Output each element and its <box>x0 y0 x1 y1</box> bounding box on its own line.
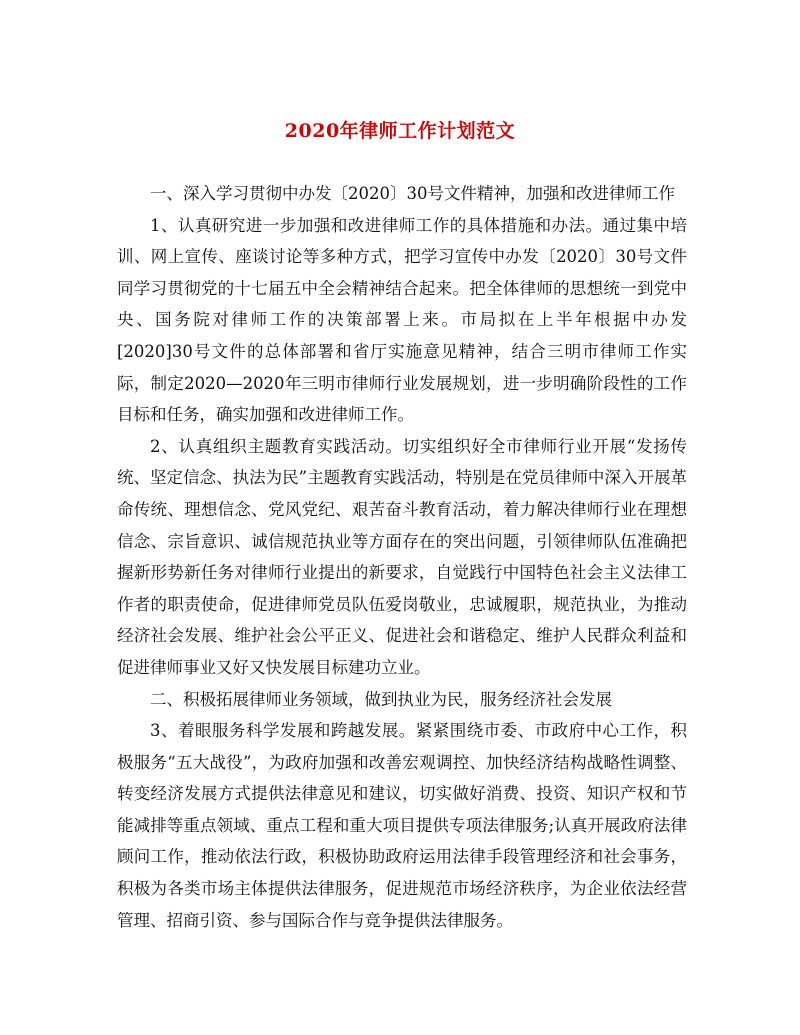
section-heading-1: 一、深入学习贯彻中办发〔2020〕30号文件精神，加强和改进律师工作 <box>150 184 675 203</box>
section-heading-2: 二、积极拓展律师业务领域，做到执业为民，服务经济社会发展 <box>150 689 612 709</box>
document-title: 2020年律师工作计划范文 <box>284 120 516 142</box>
paragraph-item-1: 1、认真研究进一步加强和改进律师工作的具体措施和办法。通过集中培训、网上宣传、座谈讨论等多种方式，把学习宣传中办发〔2020〕30号文件同学习贯彻党的十七届五中全会精神结合起来。把全体律师的思想统一到党中央、国务院对律师工作的决策部署上来。市局拟在上半年根据中办发[2020]30号文件的总体部署和省厅实施意见精神，结合三明市律师工作实际，制定2020—2020年三明市律师行业发展规划，进一步明确阶段性的工作目标和任务，确实加强和改进律师工作。 <box>117 215 687 425</box>
paragraph-item-3: 3、着眼服务科学发展和跨越发展。紧紧围绕市委、市政府中心工作，积极服务“五大战役”，为政府加强和改善宏观调控、加快经济结构战略性调整、转变经济发展方式提供法律意见和建议，切实做好消费、投资、知识产权和节能减排等重点领域、重点工程和重大项目提供专项法律服务;认真开展政府法律顾问工作，推动依法行政，积极协助政府运用法律手段管理经济和社会事务，积极为各类市场主体提供法律服务，促进规范市场经济秩序，为企业依法经营管理、招商引资、参与国际合作与竞争提供法律服务。 <box>117 721 687 930</box>
paragraph-item-2: 2、认真组织主题教育实践活动。切实组织好全市律师行业开展“发扬传统、坚定信念、执法为民”主题教育实践活动，特别是在党员律师中深入开展革命传统、理想信念、党风党纪、艰苦奋斗教育活动，着力解决律师行业在理想信念、宗旨意识、诚信规范执业等方面存在的突出问题，引领律师队伍准确把握新形势新任务对律师行业提出的新要求，自觉践行中国特色社会主义法律工作者的职责使命，促进律师党员队伍爱岗敬业，忠诚履职，规范执业，为推动经济社会发展、维护社会公平正义、促进社会和谐稳定、维护人民群众利益和促进律师事业又好又快发展目标建功立业。 <box>117 436 687 677</box>
document-body <box>117 178 687 936</box>
